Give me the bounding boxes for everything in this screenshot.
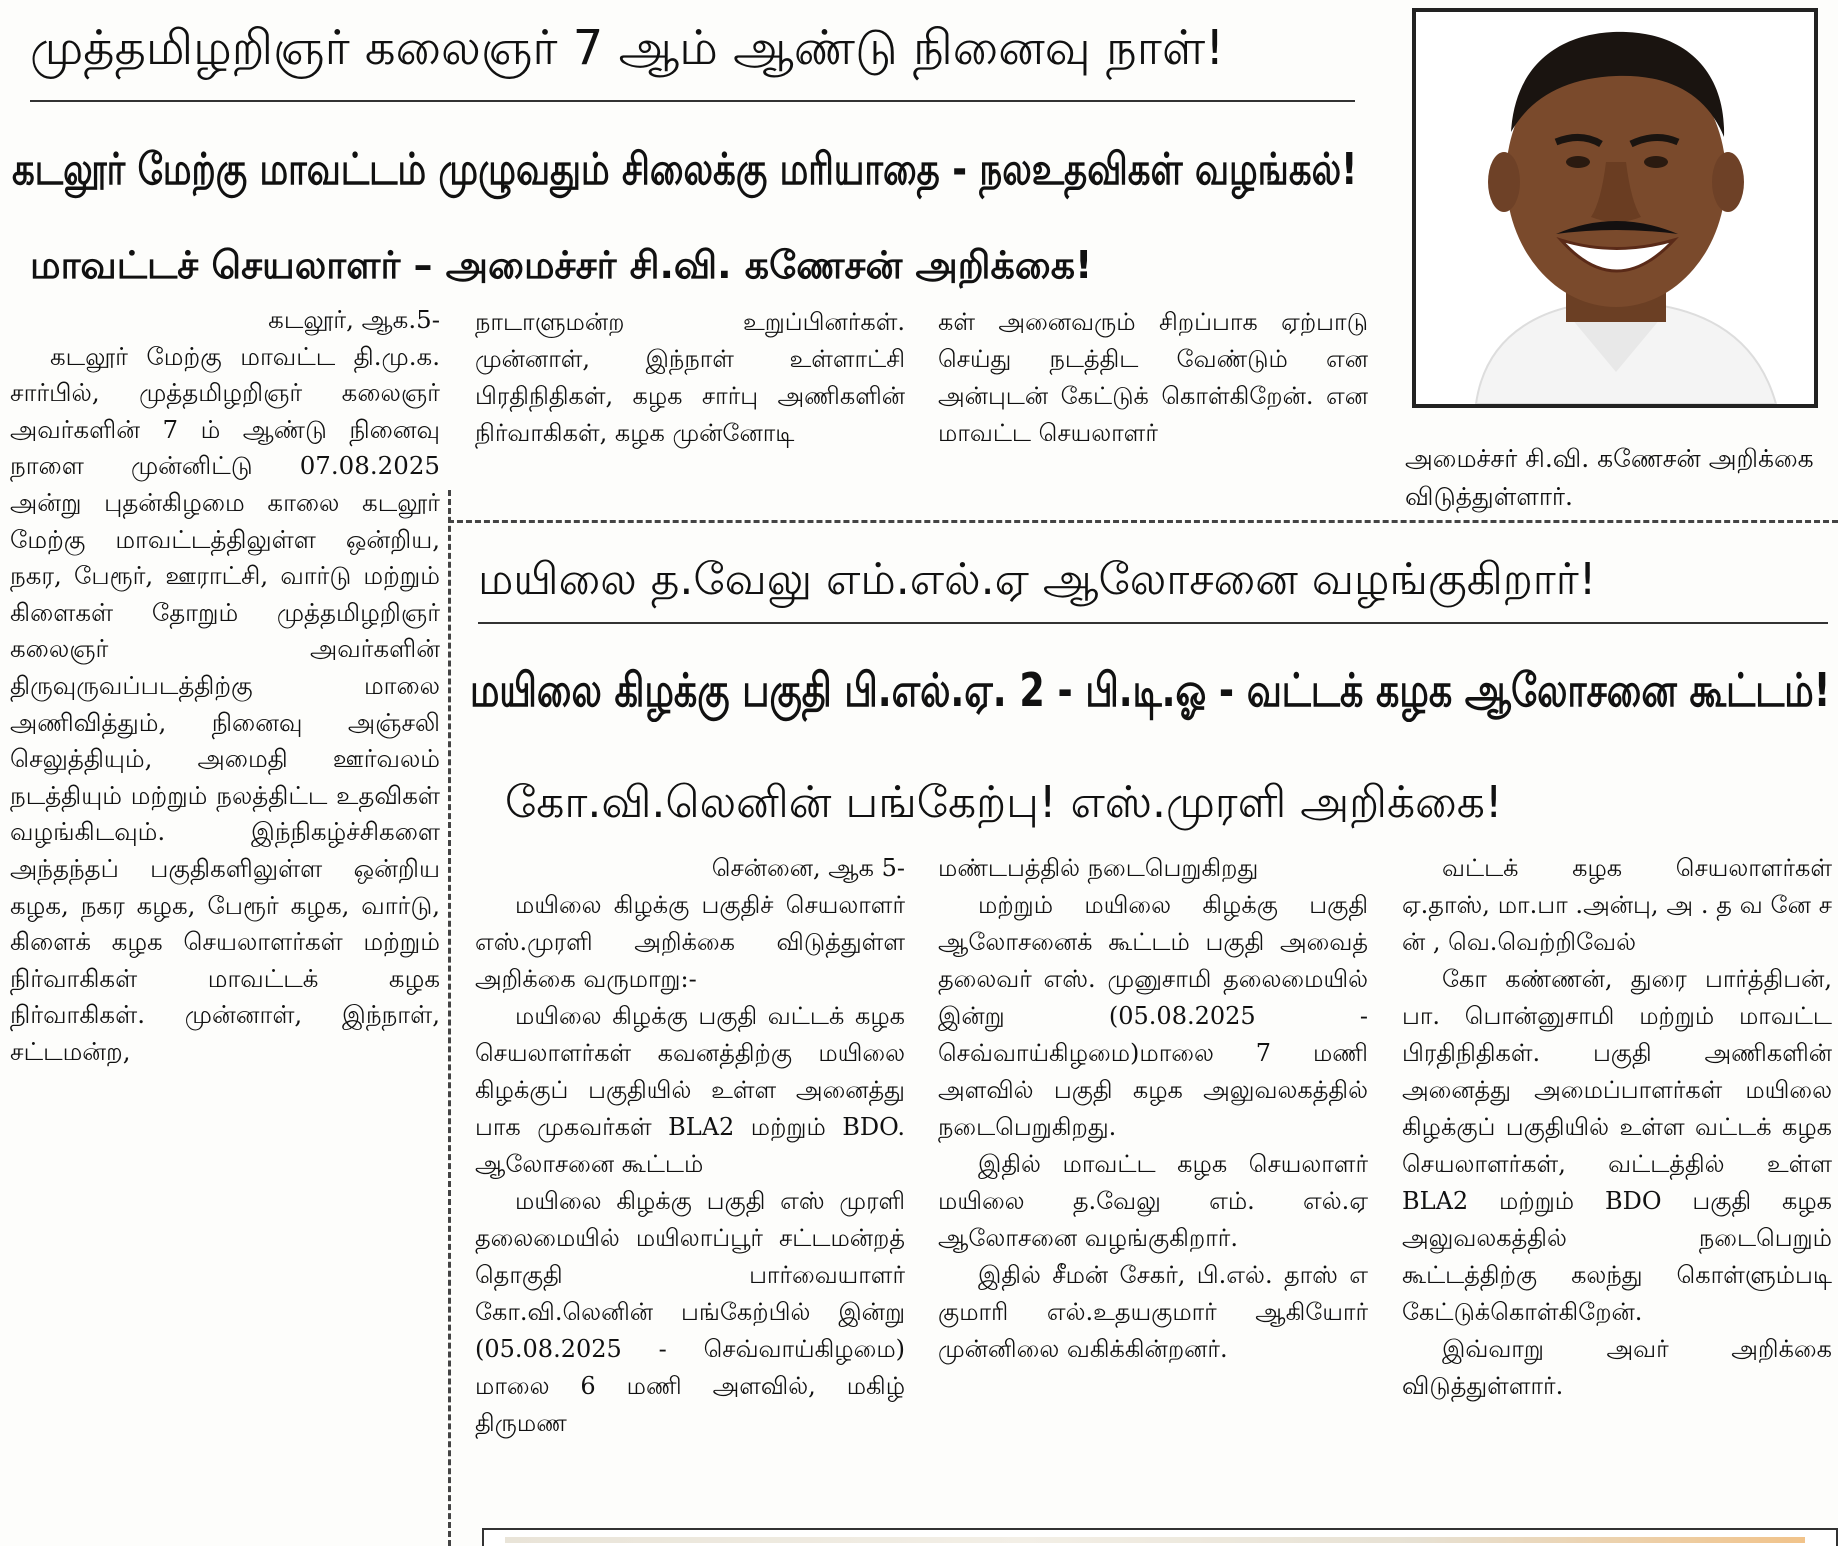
article2-paragraph: மற்றும் மயிலை கிழக்கு பகுதி ஆலோசனைக் கூட்டம் பகுதி அவைத் தலைவர் எஸ். முனுசாமி தலைமையில் இன்று (05.08.2025 - செவ்வாய்கிழமை)மாலை 7 மணி அளவில் பகுதி கழக அலுவலகத்தில் நடைபெறுகிறது. xyxy=(938,891,1368,1141)
article1-column-right xyxy=(938,304,1368,452)
article1-column-left xyxy=(10,302,440,1070)
article2-paragraph: கோ கண்ணன், துரை பார்த்திபன், பா. பொன்னுசாமி மற்றும் மாவட்ட பிரதிநிதிகள். பகுதி அணிகளின் அனைத்து அமைப்பாளர்கள் மயிலை கிழக்குப் பகுதியில் உள்ள வட்டக் கழக செயலாளர்கள், வட்டத்தில் உள்ள BLA2 மற்றும் BDO பகுதி கழக அலுவலகத்தில் நடைபெறும் கூட்டத்திற்கு கலந்து கொள்ளும்படி கேட்டுக்கொள்கிறேன். xyxy=(1402,965,1832,1326)
section-title: மயிலை த.வேலு எம்.எல்.ஏ ஆலோசனை வழங்குகிறார்! xyxy=(478,554,1597,605)
article1-column-middle xyxy=(475,304,905,452)
article1-dateline: கடலூர், ஆக.5- xyxy=(268,305,440,334)
vertical-dashed-divider xyxy=(448,490,451,1546)
article2-dateline: சென்னை, ஆக 5- xyxy=(711,854,905,882)
next-article-strip xyxy=(505,1537,1805,1543)
sub-headline: மாவட்டச் செயலாளர் – அமைச்சர் சி.வி. கணேசன் அறிக்கை! xyxy=(30,243,1093,287)
horizontal-dashed-divider xyxy=(448,520,1838,523)
article2-paragraph: இதில் சீமன் சேகர், பி.எல். தாஸ் எ குமாரி எல்.உதயகுமார் ஆகியோர் முன்னிலை வகிக்கின்றனர். xyxy=(938,1261,1368,1363)
article2-paragraph: மயிலை கிழக்கு பகுதி எஸ் முரளி தலைமையில் மயிலாப்பூர் சட்டமன்றத் தொகுதி பார்வையாளர் கோ.வி.லெனின் பங்கேற்பில் இன்று (05.08.2025 - செவ்வாய்கிழமை) மாலை 6 மணி அளவில், மகிழ் திருமண xyxy=(475,1187,905,1437)
article1-paragraph: கடலூர் மேற்கு மாவட்ட தி.மு.க. சார்பில், முத்தமிழறிஞர் கலைஞர் அவர்களின் 7 ம் ஆண்டு நினைவு நாளை முன்னிட்டு 07.08.2025 அன்று புதன்கிழமை காலை கடலூர் மேற்கு மாவட்டத்திலுள்ள ஒன்றிய, நகர, பேரூர், ஊராட்சி, வார்டு மற்றும் கிளைகள் தோறும் முத்தமிழறிஞர் கலைஞர் அவர்களின் திருவுருவப்படத்திற்கு மாலை அணிவித்தும், நினைவு அஞ்சலி செலுத்தியும், அமைதி ஊர்வலம் நடத்தியும் மற்றும் நலத்திட்ட உதவிகள் வழங்கிடவும். இந்நிகழ்ச்சிகளை அந்தந்தப் பகுதிகளிலுள்ள ஒன்றிய கழக, நகர கழக, பேரூர் கழக, வார்டு, கிளைக் கழக செயலாளர்கள் மற்றும் நிர்வாகிகள் மாவட்டக் கழக நிர்வாகிகள். முன்னாள், இந்நாள், சட்டமன்ற, xyxy=(10,341,440,1066)
photo-caption: அமைச்சர் சி.வி. கணேசன் அறிக்கை விடுத்துள்ளார். xyxy=(1405,444,1814,511)
article2-paragraph: மயிலை கிழக்கு பகுதி வட்டக் கழக செயலாளர்கள் கவனத்திற்கு மயிலை கிழக்குப் பகுதியில் உள்ள அனைத்து பாக முகவர்கள் BLA2 மற்றும் BDO. ஆலோசனை கூட்டம் xyxy=(475,1002,905,1178)
article2-paragraph: வட்டக் கழக செயலாளர்கள் ஏ.தாஸ், மா.பா .அன்பு, அ . த வ னே ச ன் , வெ.வெற்றிவேல் xyxy=(1402,854,1832,956)
anniversary-title: முத்தமிழறிஞர் கலைஞர் 7 ஆம் ஆண்டு நினைவு நாள்! xyxy=(30,20,1225,76)
article2-paragraph: மயிலை கிழக்கு பகுதிச் செயலாளர் எஸ்.முரளி அறிக்கை விடுத்துள்ள அறிக்கை வருமாறு:- xyxy=(475,891,905,993)
article2-column-2 xyxy=(938,850,1368,1368)
article2-paragraph: இதில் மாவட்ட கழக செயலாளர் மயிலை த.வேலு எம். எல்.ஏ ஆலோசனை வழங்குகிறார். xyxy=(938,1150,1368,1252)
article2-main-headline: மயிலை கிழக்கு பகுதி பி.எல்.ஏ. 2 - பி.டி.ஓ - வட்டக் கழக ஆலோசனை கூட்டம்! xyxy=(470,663,1831,717)
minister-photo xyxy=(1412,8,1818,408)
portrait-image xyxy=(1416,12,1814,404)
article1-paragraph: கள் அனைவரும் சிறப்பாக ஏற்பாடு செய்து நடத்திட வேண்டும் என அன்புடன் கேட்டுக் கொள்கிறேன். என மாவட்ட செயலாளர் xyxy=(938,308,1368,447)
title-divider xyxy=(30,100,1355,102)
article2-paragraph: மண்டபத்தில் நடைபெறுகிறது xyxy=(938,854,1259,882)
article2-paragraph: இவ்வாறு அவர் அறிக்கை விடுத்துள்ளார். xyxy=(1402,1335,1832,1400)
article2-column-3 xyxy=(1402,850,1832,1405)
article2-sub-headline: கோ.வி.லெனின் பங்கேற்பு! எஸ்.முரளி அறிக்கை! xyxy=(505,777,1503,828)
article2-column-1 xyxy=(475,850,905,1442)
main-headline: கடலூர் மேற்கு மாவட்டம் முழுவதும் சிலைக்கு மரியாதை - நலஉதவிகள் வழங்கல்! xyxy=(12,144,1358,195)
section-divider xyxy=(478,622,1828,624)
article1-paragraph: நாடாளுமன்ற உறுப்பினர்கள். முன்னாள், இந்நாள் உள்ளாட்சி பிரதிநிதிகள், கழக சார்பு அணிகளின் நிர்வாகிகள், கழக முன்னோடி xyxy=(475,308,905,447)
